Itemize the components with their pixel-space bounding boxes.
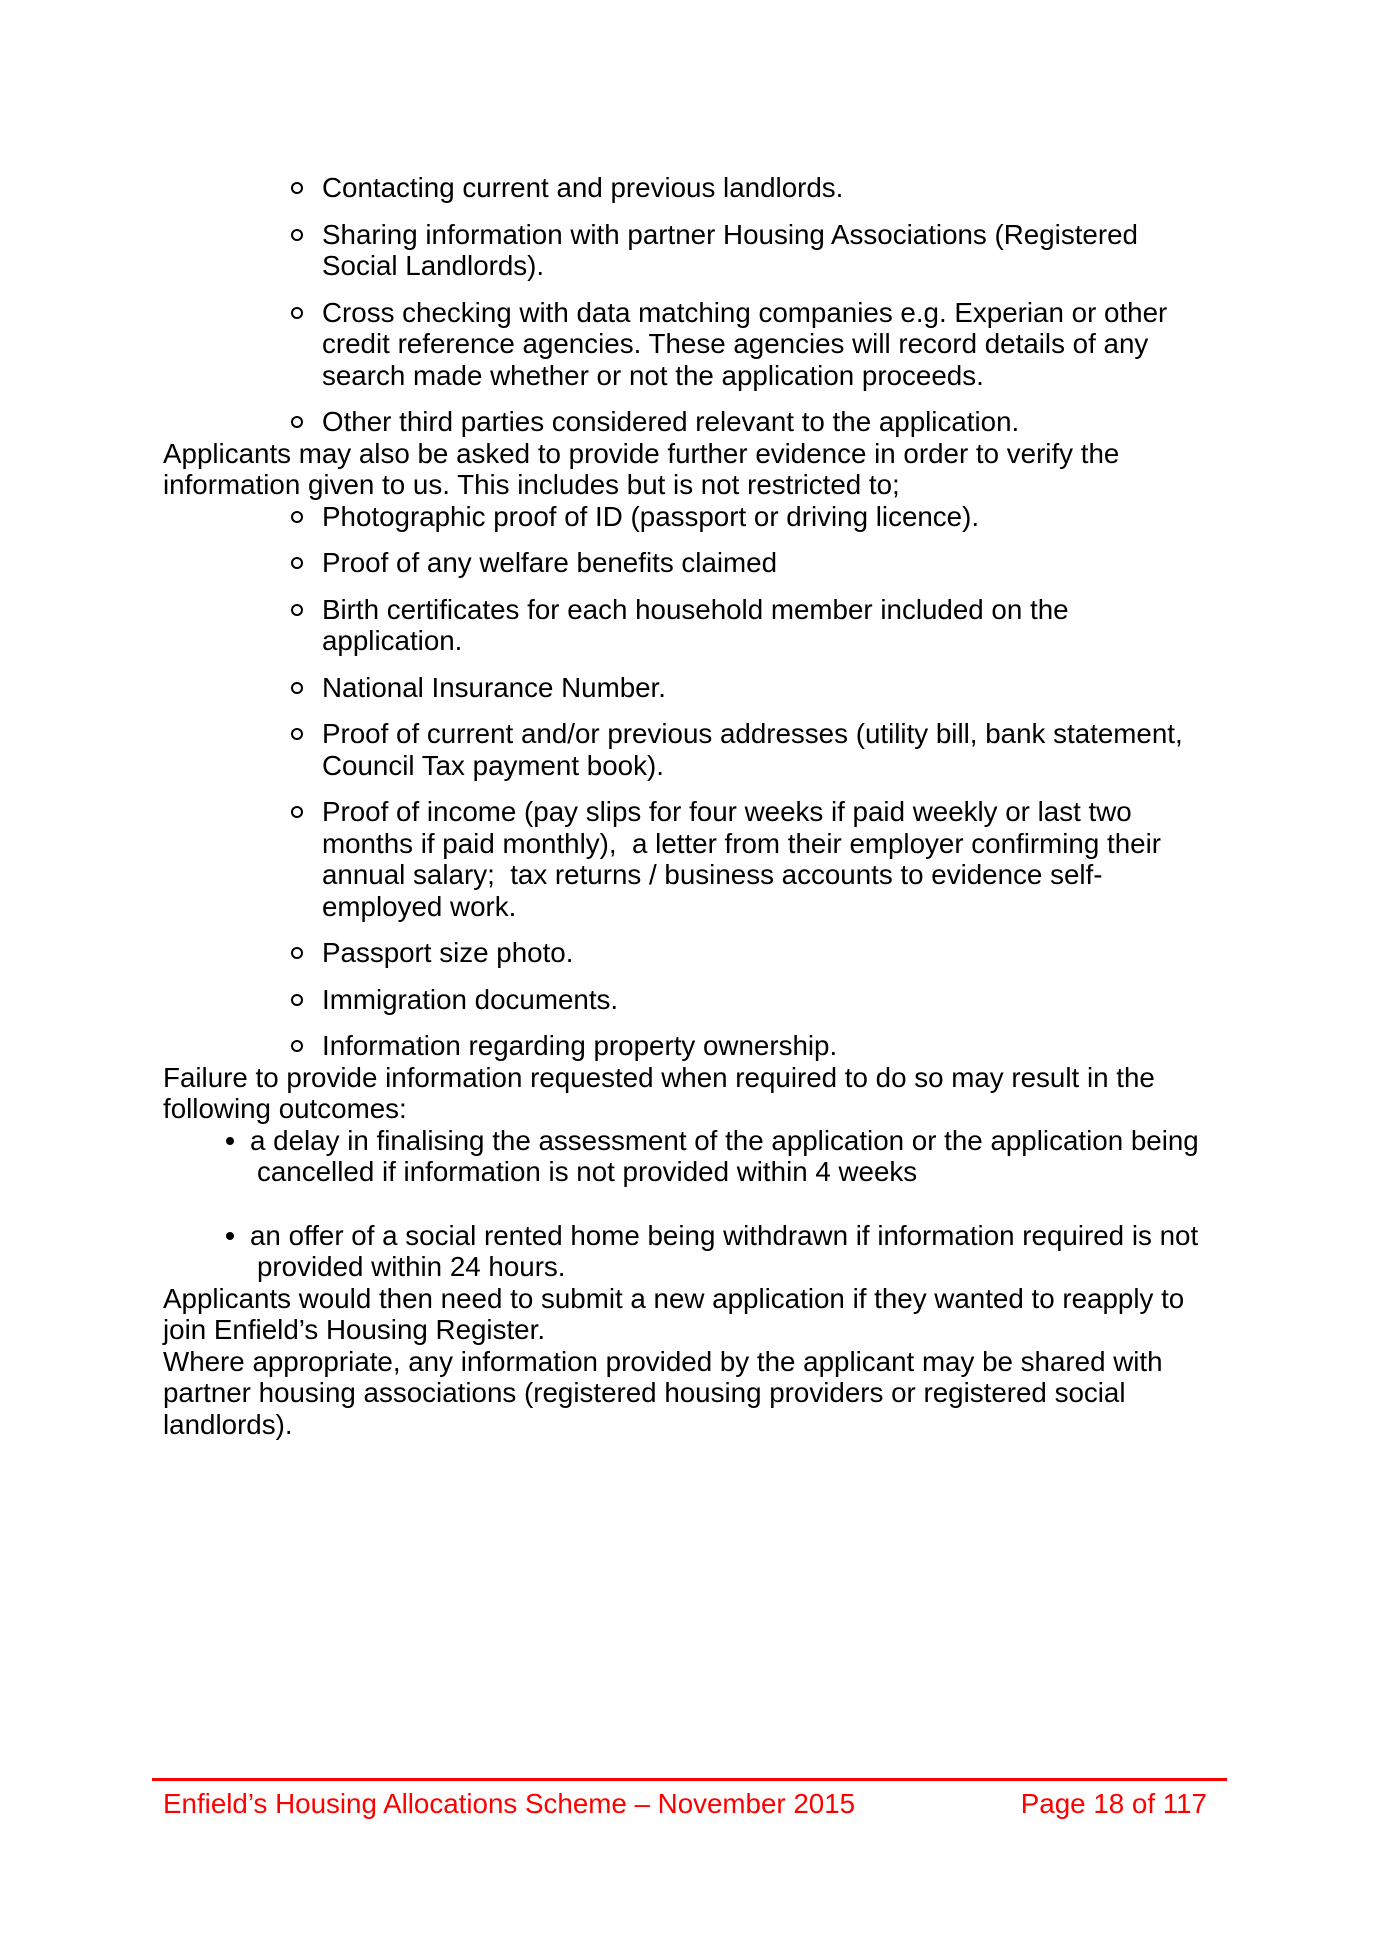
footer-page-number: Page 18 of 117 [1020,1788,1207,1819]
list-item-text: Birth certificates for each household member included on the application. [322,593,1077,656]
circle-bullet-icon [291,557,303,569]
list-item-text: Other third parties considered relevant to the application. [322,406,1020,437]
disc-bullet-icon [226,1232,234,1240]
list-item [163,1220,1216,1283]
footer-document-title: Enfield’s Housing Allocations Scheme – November 2015 [163,1788,856,1819]
list-item [163,718,1216,781]
list-item [163,501,1216,533]
verification-checks-list [163,172,1216,438]
list-item-text: Photographic proof of ID (passport or driving licence). [322,500,980,532]
sharing-note-paragraph: Where appropriate, any information provided by the applicant may be shared with partner housing associations (registered housing providers or registered social landlords). [163,1345,1171,1440]
list-item [163,937,1216,969]
evidence-items-list [163,501,1216,1062]
list-item-text: Information regarding property ownership. [322,1030,838,1061]
list-item [163,406,1216,438]
list-item-text: Proof of any welfare benefits claimed [322,547,778,578]
circle-bullet-icon [291,307,303,319]
list-item [163,297,1216,392]
list-item-text: National Insurance Number. [322,671,666,703]
circle-bullet-icon [291,604,303,616]
list-item [163,984,1216,1016]
list-item-text: Proof of current and/or previous addresses (utility bill, bank statement, Council Tax payment book). [322,718,1191,781]
list-item [163,1125,1216,1188]
list-item-text: an offer of a social rented home being withdrawn if information required is not provided within 24 hours. [250,1219,1206,1282]
list-item-text: Cross checking with data matching companies e.g. Experian or other credit reference agencies. These agencies will record details of any search made whether or not the application proceeds. [322,296,1175,391]
list-item [163,172,1216,204]
page-content [163,172,1216,1440]
list-item [163,594,1216,657]
list-item-text: a delay in finalising the assessment of the application or the application being cancelled if information is not provided within 4 weeks [250,1124,1207,1187]
list-item-text: Sharing information with partner Housing Associations (Registered Social Landlords). [322,218,1146,281]
list-item [163,1030,1216,1062]
failure-note-paragraph: Failure to provide information requested when required to do so may result in the following outcomes: [163,1061,1163,1124]
circle-bullet-icon [291,416,303,428]
list-item-text: Passport size photo. [322,937,574,968]
circle-bullet-icon [291,947,303,959]
circle-bullet-icon [291,806,303,818]
disc-bullet-icon [226,1137,234,1145]
failure-outcomes-list [163,1125,1216,1283]
page-footer [163,1788,1227,1820]
circle-bullet-icon [291,511,303,523]
circle-bullet-icon [291,994,303,1006]
list-item [163,547,1216,579]
list-item-text: Proof of income (pay slips for four weeks if paid weekly or last two months if paid monthly), a letter from their employer confirming their annual salary; tax returns / business accounts to evidence self-employed work. [322,796,1169,922]
list-item [163,219,1216,282]
circle-bullet-icon [291,229,303,241]
circle-bullet-icon [291,728,303,740]
reapply-note-paragraph: Applicants would then need to submit a new application if they wanted to reapply to join Enfield’s Housing Register. [163,1282,1192,1345]
circle-bullet-icon [291,1040,303,1052]
list-item [163,672,1216,704]
footer-divider [152,1778,1227,1781]
list-item [163,796,1216,922]
evidence-intro-paragraph: Applicants may also be asked to provide further evidence in order to verify the information given to us. This includes but is not restricted to; [163,437,1128,500]
list-item-text: Contacting current and previous landlords. [322,172,844,203]
list-item-text: Immigration documents. [322,983,619,1015]
circle-bullet-icon [291,182,303,194]
circle-bullet-icon [291,682,303,694]
